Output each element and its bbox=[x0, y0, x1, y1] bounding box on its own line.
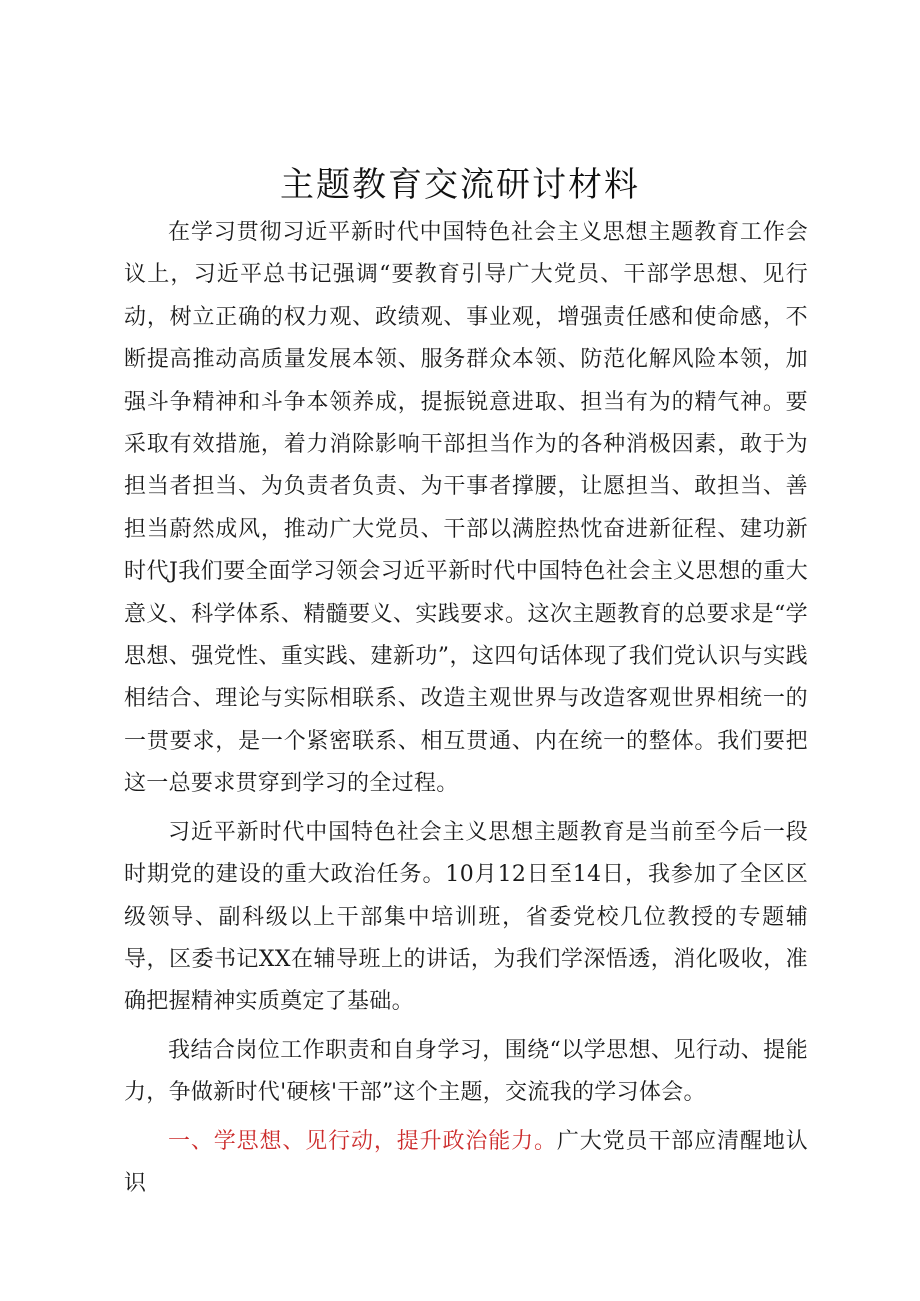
section-one-text: 广大党员干部应清醒地认识 bbox=[124, 1128, 808, 1196]
section-one-heading: 一、学思想、见行动，提升政治能力。 bbox=[168, 1128, 557, 1154]
paragraph-intro: 在学习贯彻习近平新时代中国特色社会主义思想主题教育工作会议上，习近平总书记强调“要教育引导广大党员、干部学思想、见行动，树立正确的权力观、政绩观、事业观，增强责任感和使命感，不断提高推动高质量发展本领、服务群众本领、防范化解风险本领，加强斗争精神和斗争本领养成，提振锐意进取、担当有为的精气神。要采取有效措施，着力消除影响干部担当作为的各种消极因素，敢于为担当者担当、为负责者负责、为干事者撑腰，让愿担当、敢担当、善担当蔚然成风，推动广大党员、干部以满腔热忱奋进新征程、建功新时代J我们要全面学习领会习近平新时代中国特色社会主义思想的重大意义、科学体系、精髓要义、实践要求。这次主题教育的总要求是“学思想、强党性、重实践、建新功”，这四句话体现了我们党认识与实践相结合、理论与实际相联系、改造主观世界与改造客观世界相统一的一贯要求，是一个紧密联系、相互贯通、内在统一的整体。我们要把这一总要求贯穿到学习的全过程。 bbox=[124, 220, 808, 797]
paragraph-theme: 我结合岗位工作职责和自身学习，围绕“以学思想、见行动、提能力，争做新时代'硬核'干部”这个主题，交流我的学习体会。 bbox=[124, 1037, 808, 1106]
document-title: 主题教育交流研讨材料 bbox=[280, 165, 640, 205]
document-body bbox=[124, 212, 808, 1205]
paragraph-section-one bbox=[124, 1121, 808, 1206]
paragraph-training: 习近平新时代中国特色社会主义思想主题教育是当前至今后一段时期党的建设的重大政治任务。10月12日至14日，我参加了全区区级领导、副科级以上干部集中培训班，省委党校几位教授的专题辅导，区委书记XX在辅导班上的讲话，为我们学深悟透，消化吸收，准确把握精神实质奠定了基础。 bbox=[124, 819, 808, 1015]
